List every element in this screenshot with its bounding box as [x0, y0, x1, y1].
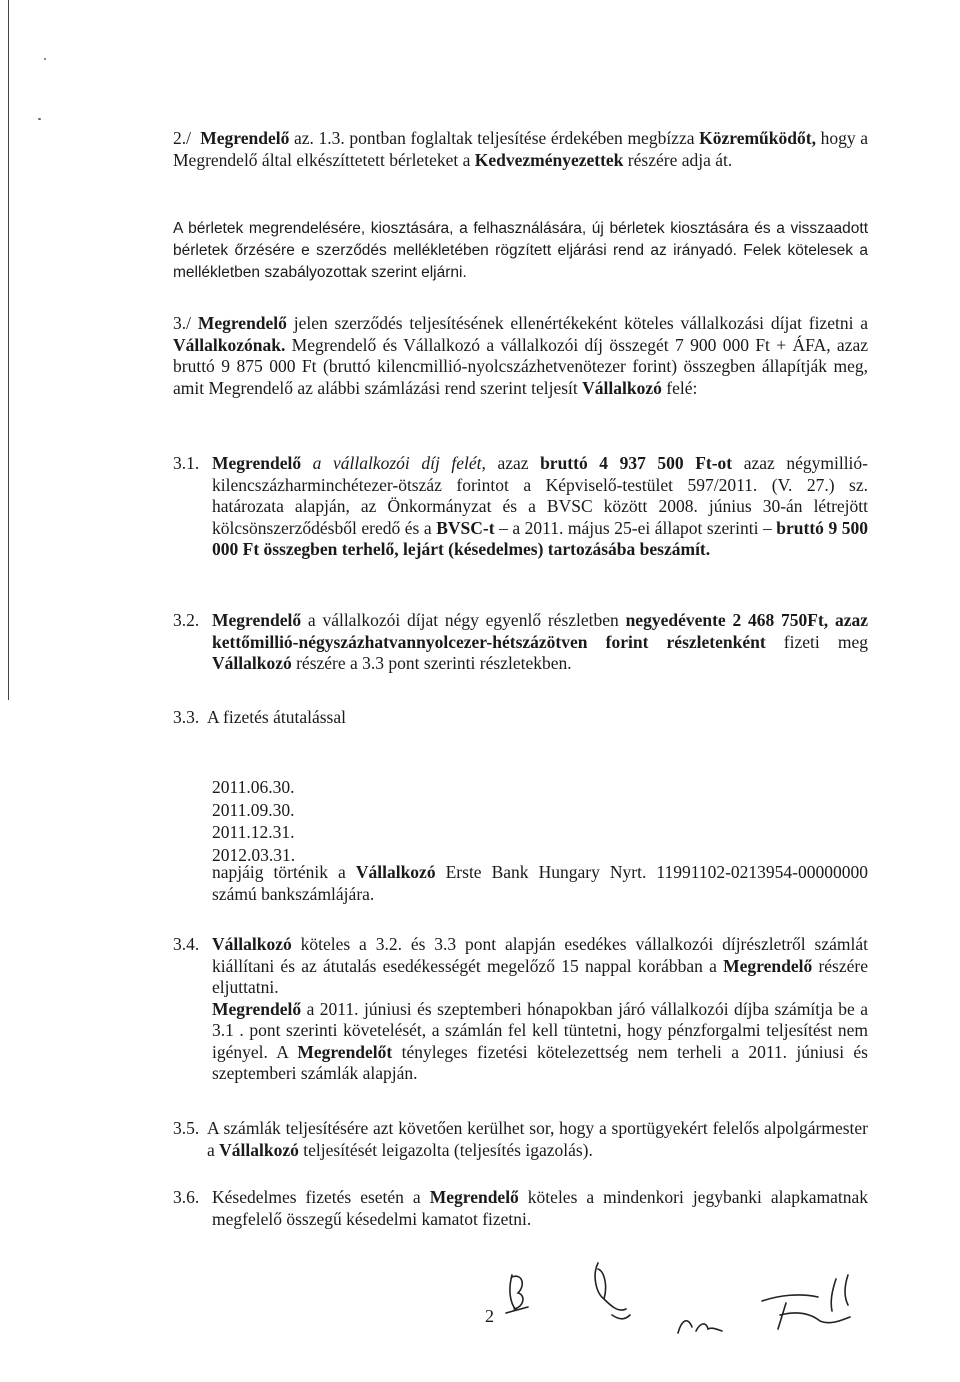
payment-date: 2012.03.31. — [212, 844, 296, 865]
section-3-paragraph — [173, 313, 868, 399]
clause-body — [212, 1187, 868, 1230]
party-name: Megrendelő — [200, 128, 290, 148]
bank-account-paragraph — [212, 862, 868, 905]
text: hogy a Megrendelő által elkészíttetett bérleteket a — [173, 128, 868, 170]
text: részére adja át. — [623, 149, 733, 170]
text: részére eljuttatni. — [212, 955, 869, 997]
text: tényleges fizetési kötelezettség nem terheli a 2011. júniusi és szeptemberi számlák alapján. — [212, 1041, 868, 1083]
clause-body — [207, 707, 863, 729]
section-number: 2./ — [173, 128, 191, 148]
text: fizeti meg — [765, 631, 869, 652]
party-name: Megrendelőt — [297, 1041, 393, 1062]
payment-date: 2011.06.30. — [212, 777, 295, 797]
text: a vállalkozói díjat négy egyenlő részletben — [301, 610, 626, 630]
initials-signature-4 — [762, 1275, 850, 1329]
text: A fizetés átutalással — [207, 707, 346, 727]
clause-number: 3.4. — [173, 934, 200, 954]
text: azaz négymillió-kilencszázharminchétezer-ötszáz forintot a Képviselő-testület 597/2011. (V. 27.) sz. határozata alapján, az Önkormányzat és a BVSC között 2008. június 30-án létrejött kölcsönszerződésből eredő és a — [212, 453, 868, 538]
text: felé: — [661, 377, 698, 398]
party-name: Kedvezményezettek — [474, 149, 624, 170]
clause-number: 3.1. — [173, 453, 200, 473]
scan-margin-line — [8, 0, 9, 700]
party-name: Vállalkozó — [212, 934, 292, 954]
initials-signature-2 — [595, 1263, 630, 1319]
party-name: Megrendelő — [429, 1187, 519, 1207]
clause-number: 3.2. — [173, 610, 200, 630]
party-name: Megrendelő — [212, 610, 302, 630]
scan-speck — [44, 58, 46, 60]
page-number: 2 — [485, 1306, 494, 1326]
party-name: Vállalkozó — [582, 377, 662, 398]
amount: bruttó 4 937 500 Ft-ot — [540, 453, 733, 473]
text: a vállalkozói díj felét, — [301, 453, 486, 473]
text: köteles a 3.2. és 3.3 pont alapján esedékes vállalkozói díjrészletről számlát kiállítani és az átutalás esedékességét megelőző 15 nappal korábban a — [212, 934, 868, 976]
party-name: Vállalkozó — [212, 653, 292, 673]
party-name: Megrendelő — [212, 998, 302, 1019]
text: köteles a mindenkori jegybanki alapkamatnak megfelelő összegű késedelmi kamatot fizetni. — [212, 1187, 868, 1229]
text: Erste Bank Hungary Nyrt. 11991102-0213954-00000000 számú bankszámlájára. — [212, 862, 868, 904]
text: részére a 3.3 pont szerinti részletekben. — [291, 653, 572, 673]
party-name: Vállalkozó — [219, 1139, 299, 1160]
party-name: Megrendelő — [212, 453, 302, 473]
party-name: Megrendelő — [197, 313, 287, 333]
clause-body — [207, 1118, 868, 1161]
signatures — [500, 1255, 870, 1345]
clause-body — [212, 934, 868, 1085]
text: teljesítését leigazolta (teljesítés igazolás). — [298, 1139, 593, 1160]
payment-dates — [212, 776, 295, 866]
initials-signature-3 — [678, 1321, 722, 1333]
clause-number: 3.5. — [173, 1118, 200, 1138]
payment-date: 2011.09.30. — [212, 799, 295, 820]
text: jelen szerződés teljesítésének ellenértékeként köteles vállalkozási díjat fizetni a — [286, 313, 869, 333]
clause-number: 3.3. — [173, 707, 200, 727]
clause-body — [212, 453, 868, 561]
text: az. 1.3. pontban foglaltak teljesítése érdekében megbízza — [289, 128, 700, 148]
text: a 2011. júniusi és szeptemberi hónapokban járó vállalkozói díjba számítja be a 3.1 . pont szerinti követelését, a számlán fel kell tüntetni, hogy pénzforgalmi teljesítést nem igényel. A — [212, 998, 868, 1062]
party-name: BVSC-t — [436, 517, 495, 538]
text: A bérletek megrendelésére, kiosztására, a felhasználására, új bérletek kiosztására és a visszaadott bérletek őrzésére e szerződés mellékletében rögzített eljárási rend az irányadó. — [173, 220, 868, 259]
scan-speck — [38, 118, 41, 120]
party-name: Vállalkozónak. — [173, 334, 286, 355]
text: Felek kötelesek a mellékletben szabályozottak szerint eljárni. — [173, 242, 868, 281]
party-name: Vállalkozó — [355, 862, 436, 882]
amount: negyedévente 2 468 750Ft, azaz kettőmillió-négyszázhatvannyolcezer-hétszázötven forint részletenként — [212, 610, 869, 652]
text: A számlák teljesítésére azt követően kerülhet sor, hogy a sportügyekért felelős alpolgármester a — [207, 1118, 868, 1160]
initials-signature-1 — [506, 1275, 528, 1313]
section-2-paragraph — [173, 128, 868, 171]
party-name: Megrendelő — [723, 955, 813, 976]
berlet-procedure-paragraph — [173, 218, 868, 284]
clause-body — [212, 610, 868, 675]
text: – a 2011. május 25-ei állapot szerinti – — [494, 517, 777, 538]
text: azaz — [485, 453, 541, 473]
section-number: 3./ — [173, 313, 191, 333]
text: Késedelmes fizetés esetén a — [212, 1187, 430, 1207]
clause-number: 3.6. — [173, 1187, 200, 1207]
party-name: Közreműködőt, — [699, 128, 816, 148]
text: napjáig történik a — [212, 862, 356, 882]
amount: bruttó 9 500 000 Ft összegben terhelő, lejárt (késedelmes) tartozásába beszámít. — [212, 517, 868, 559]
payment-date: 2011.12.31. — [212, 822, 295, 842]
text: Megrendelő és Vállalkozó a vállalkozói díj összegét 7 900 000 Ft + ÁFA, azaz bruttó 9 875 000 Ft (bruttó kilencmillió-nyolcszázhetvenötezer forint) összegben állapítják meg, amit Megrendelő az alábbi számlázási rend szerint teljesít — [173, 334, 868, 398]
